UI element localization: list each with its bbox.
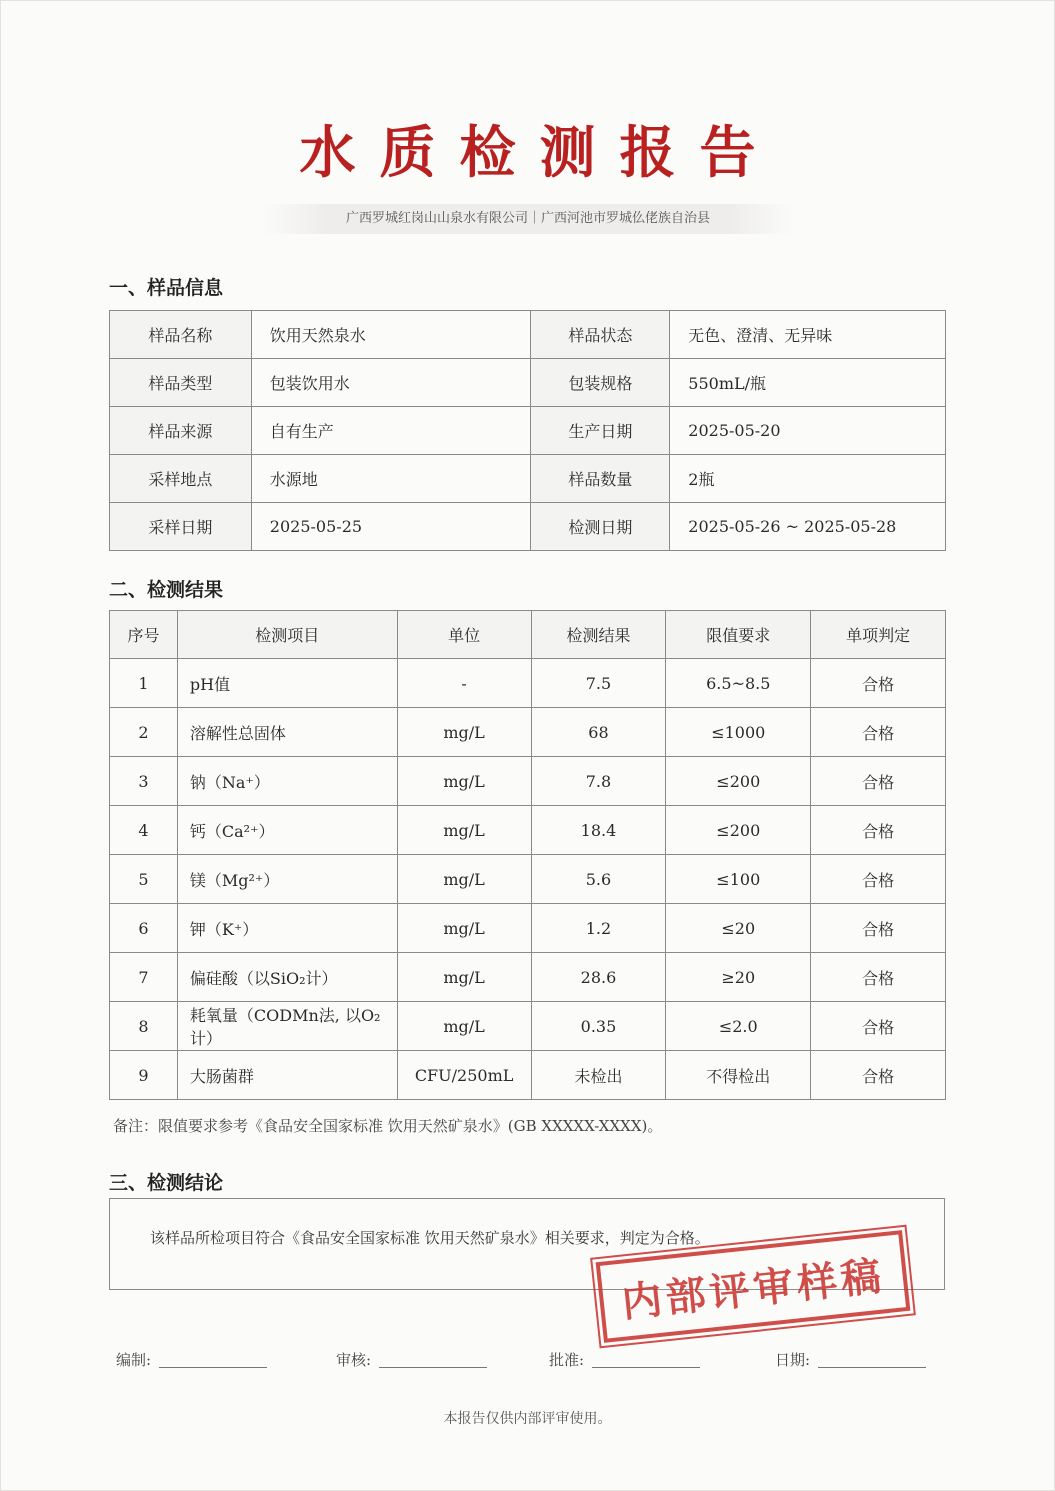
section-results-title: 二、检测结果 <box>109 579 224 601</box>
result-cell: 未检出 <box>531 1051 666 1100</box>
signature-line <box>818 1367 926 1368</box>
signature-label: 日期: <box>775 1351 811 1369</box>
judgement-cell: 合格 <box>811 757 946 806</box>
test-item: 溶解性总固体 <box>177 708 397 757</box>
info-value: 2025-05-20 <box>670 407 946 455</box>
unit-cell: CFU/250mL <box>397 1051 531 1100</box>
review-stamp: 内部评审样稿 <box>596 1230 911 1343</box>
table-row <box>110 708 946 757</box>
info-value: 2瓶 <box>670 455 946 503</box>
table-row <box>110 953 946 1002</box>
signature-approve <box>549 1349 700 1370</box>
report-subtitle: 广西罗城红岗山山泉水有限公司｜广西河池市罗城仫佬族自治县 <box>263 204 793 234</box>
table-row <box>110 659 946 708</box>
test-item: 耗氧量（CODMn法, 以O₂计） <box>177 1002 397 1051</box>
table-row <box>110 311 946 359</box>
signature-label: 编制: <box>116 1351 152 1369</box>
unit-cell: mg/L <box>397 1002 531 1051</box>
row-number: 6 <box>110 904 178 953</box>
limit-cell: ≤200 <box>666 757 811 806</box>
info-label: 生产日期 <box>531 407 670 455</box>
signature-date <box>775 1349 926 1370</box>
result-cell: 1.2 <box>531 904 666 953</box>
table-row <box>110 407 946 455</box>
judgement-cell: 合格 <box>811 1002 946 1051</box>
table-row <box>110 904 946 953</box>
test-item: 镁（Mg²⁺） <box>177 855 397 904</box>
sample-info-table <box>109 310 946 551</box>
column-header: 限值要求 <box>666 611 811 659</box>
unit-cell: mg/L <box>397 806 531 855</box>
column-header: 单项判定 <box>811 611 946 659</box>
limit-cell: 不得检出 <box>666 1051 811 1100</box>
judgement-cell: 合格 <box>811 1051 946 1100</box>
test-item: 钠（Na⁺） <box>177 757 397 806</box>
limit-cell: ≤20 <box>666 904 811 953</box>
row-number: 2 <box>110 708 178 757</box>
table-row <box>110 1002 946 1051</box>
unit-cell: - <box>397 659 531 708</box>
limit-cell: ≤100 <box>666 855 811 904</box>
info-label: 包装规格 <box>531 359 670 407</box>
info-label: 采样地点 <box>110 455 252 503</box>
judgement-cell: 合格 <box>811 953 946 1002</box>
info-value: 550mL/瓶 <box>670 359 946 407</box>
info-label: 样品来源 <box>110 407 252 455</box>
column-header: 序号 <box>110 611 178 659</box>
signature-review <box>336 1349 487 1370</box>
result-cell: 18.4 <box>531 806 666 855</box>
table-row <box>110 757 946 806</box>
footer-note: 本报告仅供内部评审使用。 <box>443 1411 612 1427</box>
result-cell: 28.6 <box>531 953 666 1002</box>
limit-cell: ≤200 <box>666 806 811 855</box>
row-number: 8 <box>110 1002 178 1051</box>
conclusion-text: 该样品所检项目符合《食品安全国家标准 饮用天然矿泉水》相关要求，判定为合格。 <box>150 1229 710 1247</box>
section-conclusion-title: 三、检测结论 <box>109 1172 224 1194</box>
info-label: 检测日期 <box>531 503 670 551</box>
result-cell: 7.5 <box>531 659 666 708</box>
result-cell: 68 <box>531 708 666 757</box>
info-value: 自有生产 <box>251 407 531 455</box>
table-row <box>110 359 946 407</box>
column-header: 单位 <box>397 611 531 659</box>
row-number: 1 <box>110 659 178 708</box>
limit-cell: ≤2.0 <box>666 1002 811 1051</box>
table-row <box>110 455 946 503</box>
judgement-cell: 合格 <box>811 904 946 953</box>
info-value: 饮用天然泉水 <box>251 311 531 359</box>
info-value: 包装饮用水 <box>251 359 531 407</box>
limit-cell: 6.5~8.5 <box>666 659 811 708</box>
judgement-cell: 合格 <box>811 659 946 708</box>
unit-cell: mg/L <box>397 757 531 806</box>
signature-line <box>592 1367 700 1368</box>
test-item: 偏硅酸（以SiO₂计） <box>177 953 397 1002</box>
info-value: 2025-05-25 <box>251 503 531 551</box>
signature-line <box>159 1367 267 1368</box>
table-row <box>110 855 946 904</box>
section-sample-info-title: 一、样品信息 <box>109 277 224 299</box>
test-item: 大肠菌群 <box>177 1051 397 1100</box>
test-item: pH值 <box>177 659 397 708</box>
table-header-row <box>110 611 946 659</box>
results-note: 备注：限值要求参考《食品安全国家标准 饮用天然矿泉水》(GB XXXXX-XXXX)。 <box>113 1117 663 1135</box>
unit-cell: mg/L <box>397 904 531 953</box>
result-cell: 7.8 <box>531 757 666 806</box>
column-header: 检测结果 <box>531 611 666 659</box>
row-number: 9 <box>110 1051 178 1100</box>
row-number: 3 <box>110 757 178 806</box>
unit-cell: mg/L <box>397 855 531 904</box>
table-row <box>110 806 946 855</box>
table-row <box>110 1051 946 1100</box>
info-label: 采样日期 <box>110 503 252 551</box>
signature-label: 审核: <box>336 1351 372 1369</box>
judgement-cell: 合格 <box>811 855 946 904</box>
test-item: 钾（K⁺） <box>177 904 397 953</box>
judgement-cell: 合格 <box>811 806 946 855</box>
signature-label: 批准: <box>549 1351 585 1369</box>
row-number: 4 <box>110 806 178 855</box>
column-header: 检测项目 <box>177 611 397 659</box>
info-label: 样品状态 <box>531 311 670 359</box>
result-cell: 0.35 <box>531 1002 666 1051</box>
unit-cell: mg/L <box>397 708 531 757</box>
signature-compile <box>116 1349 267 1370</box>
info-value: 2025-05-26 ~ 2025-05-28 <box>670 503 946 551</box>
info-value: 无色、澄清、无异味 <box>670 311 946 359</box>
info-label: 样品类型 <box>110 359 252 407</box>
unit-cell: mg/L <box>397 953 531 1002</box>
info-label: 样品名称 <box>110 311 252 359</box>
test-item: 钙（Ca²⁺） <box>177 806 397 855</box>
results-table <box>109 610 946 1100</box>
judgement-cell: 合格 <box>811 708 946 757</box>
result-cell: 5.6 <box>531 855 666 904</box>
report-title: 水质检测报告 <box>299 121 780 186</box>
table-row <box>110 503 946 551</box>
signature-line <box>379 1367 487 1368</box>
limit-cell: ≤1000 <box>666 708 811 757</box>
row-number: 5 <box>110 855 178 904</box>
info-value: 水源地 <box>251 455 531 503</box>
info-label: 样品数量 <box>531 455 670 503</box>
row-number: 7 <box>110 953 178 1002</box>
limit-cell: ≥20 <box>666 953 811 1002</box>
